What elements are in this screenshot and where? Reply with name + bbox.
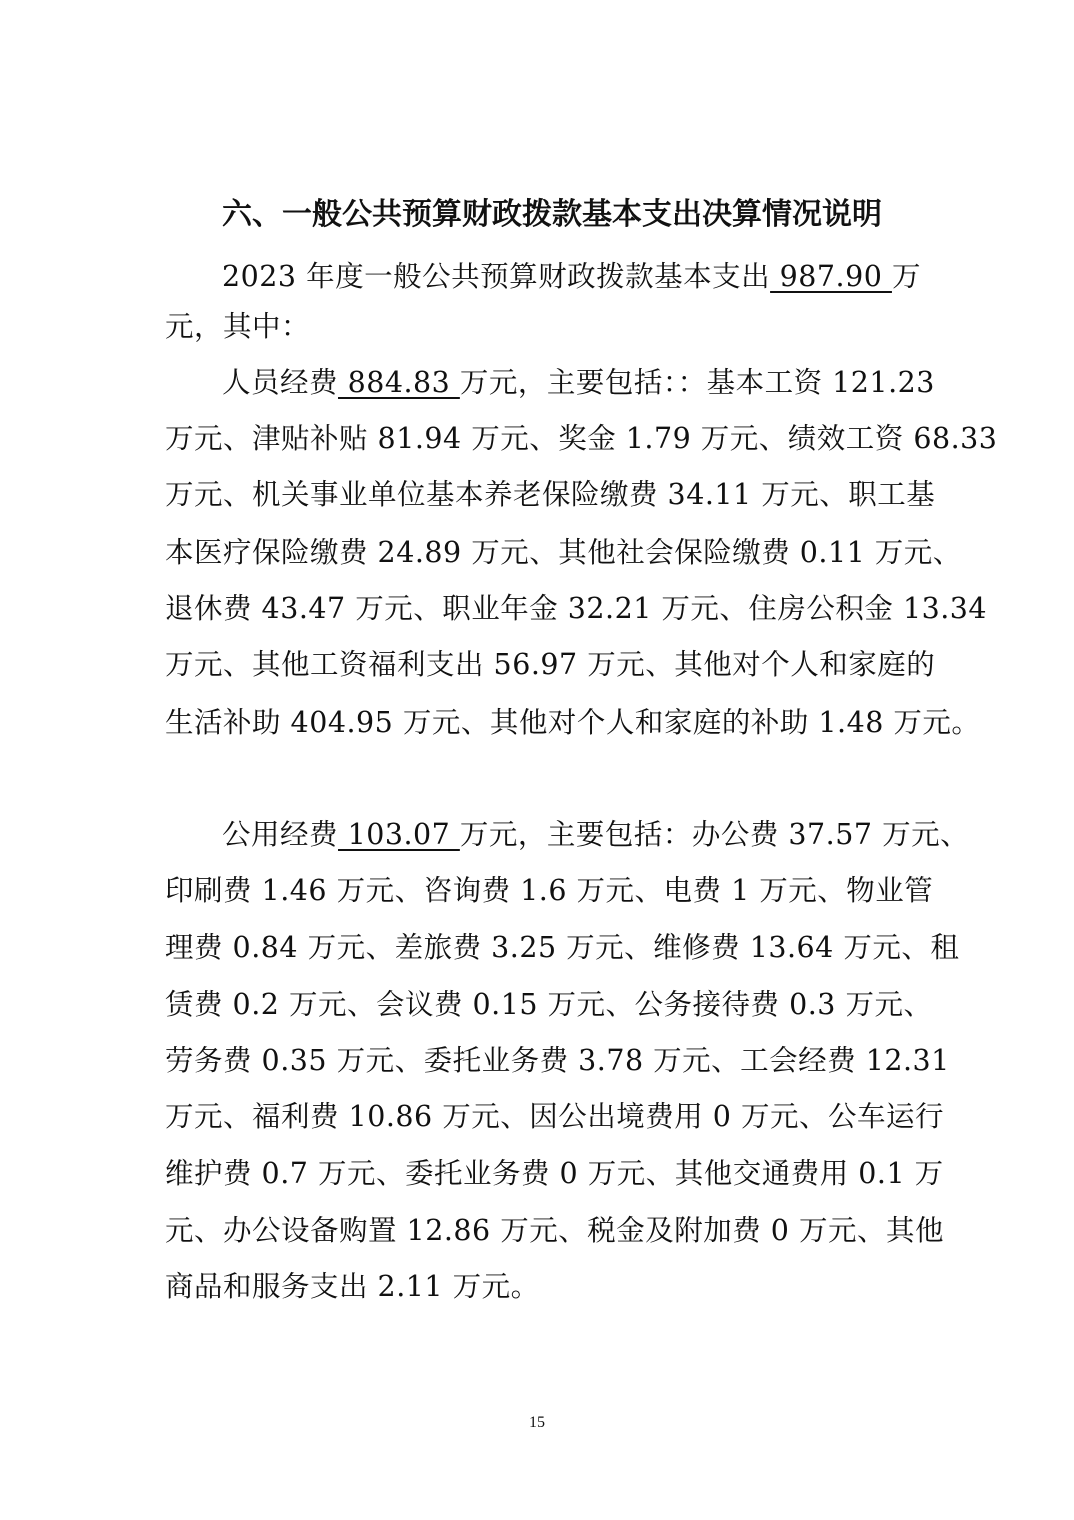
personnel-line: 本医疗保险缴费 24.89 万元、其他社会保险缴费 0.11 万元、 <box>165 536 962 569</box>
personnel-amount: 884.83 <box>338 366 460 399</box>
personnel-line: 万元、机关事业单位基本养老保险缴费 34.11 万元、职工基 <box>165 478 936 511</box>
personnel-text: 万元，主要包括：：基本工资 121.23 <box>459 366 935 399</box>
public-line-1 <box>222 812 970 858</box>
intro-unit: 万 <box>891 260 921 293</box>
intro-line-1 <box>222 254 921 300</box>
personnel-line-1 <box>222 360 935 406</box>
public-line: 维护费 0.7 万元、委托业务费 0 万元、其他交通费用 0.1 万 <box>165 1157 944 1190</box>
intro-line-2: 元，其中： <box>165 310 311 343</box>
personnel-line: 退休费 43.47 万元、职业年金 32.21 万元、住房公积金 13.34 <box>165 592 988 625</box>
personnel-line: 万元、其他工资福利支出 56.97 万元、其他对个人和家庭的 <box>165 648 936 681</box>
personnel-label: 人员经费 <box>222 366 339 399</box>
public-label: 公用经费 <box>222 818 339 851</box>
public-line: 劳务费 0.35 万元、委托业务费 3.78 万元、工会经费 12.31 <box>165 1044 950 1077</box>
public-amount: 103.07 <box>338 818 460 851</box>
basic-expenditure-amount: 987.90 <box>770 260 892 293</box>
personnel-line: 生活补助 404.95 万元、其他对个人和家庭的补助 1.48 万元。 <box>165 706 981 739</box>
intro-text: 2023 年度一般公共预算财政拨款基本支出 <box>222 260 771 293</box>
personnel-line: 万元、津贴补贴 81.94 万元、奖金 1.79 万元、绩效工资 68.33 <box>165 422 998 455</box>
public-line: 赁费 0.2 万元、会议费 0.15 万元、公务接待费 0.3 万元、 <box>165 988 933 1021</box>
page-number: 15 <box>529 1414 545 1431</box>
public-line: 印刷费 1.46 万元、咨询费 1.6 万元、电费 1 万元、物业管 <box>165 874 934 907</box>
public-line: 理费 0.84 万元、差旅费 3.25 万元、维修费 13.64 万元、租 <box>165 931 960 964</box>
section-heading: 六、一般公共预算财政拨款基本支出决算情况说明 <box>222 197 882 232</box>
public-line: 元、办公设备购置 12.86 万元、税金及附加费 0 万元、其他 <box>165 1214 944 1247</box>
public-line: 商品和服务支出 2.11 万元。 <box>165 1270 540 1303</box>
public-line: 万元、福利费 10.86 万元、因公出境费用 0 万元、公车运行 <box>165 1100 944 1133</box>
public-text: 万元，主要包括：办公费 37.57 万元、 <box>459 818 970 851</box>
